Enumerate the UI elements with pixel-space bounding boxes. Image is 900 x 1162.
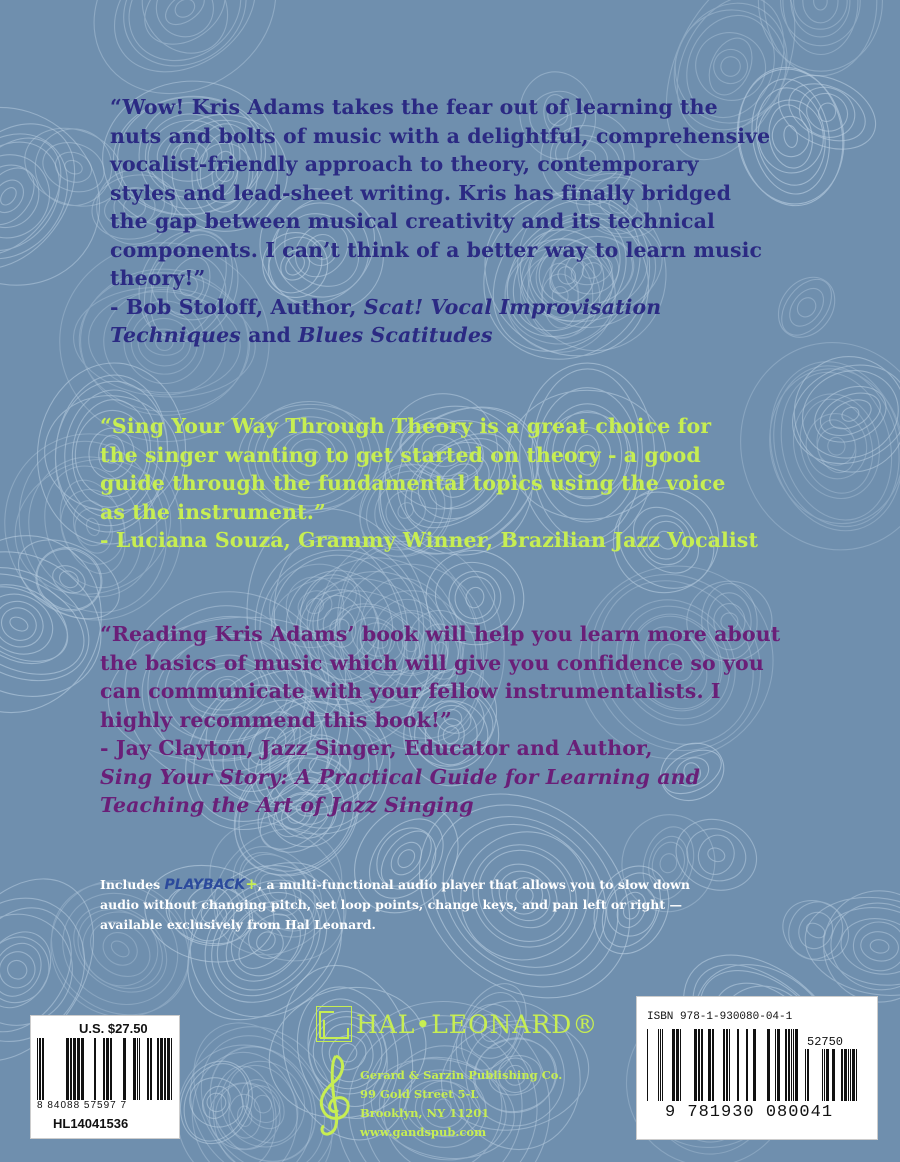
isbn-addon-number: 52750 <box>807 1035 844 1049</box>
includes-line-2: audio without changing pitch, set loop points, change keys, and pan left or right — <box>100 897 682 912</box>
quote-line: the basics of music which will give you confidence so you <box>100 650 764 675</box>
quote-line: “Reading Kris Adams’ book will help you learn more about <box>100 622 781 646</box>
quote-bob-stoloff <box>110 93 770 350</box>
quote-line: the singer wanting to get started on theory - a good <box>100 442 701 467</box>
treble-clef-gs-logo-icon <box>312 1050 356 1138</box>
quote-attribution: - Luciana Souza, Grammy Winner, Brazilian Jazz Vocalist <box>100 528 759 552</box>
includes-line-1 <box>100 874 820 895</box>
quote-line: as the instrument.” <box>100 499 326 524</box>
price-barcode-box <box>30 1015 180 1139</box>
includes-line-3: available exclusively from Hal Leonard. <box>100 917 376 932</box>
quote-line: theory!” <box>110 266 206 290</box>
hal-leonard-emblem-icon <box>316 1006 352 1042</box>
publisher-street: 99 Gold Street 5-L <box>360 1087 479 1101</box>
upc-barcode <box>37 1038 173 1100</box>
includes-rest: , a multi-functional audio player that allows you to slow down <box>257 877 690 892</box>
price-label: U.S. $27.50 <box>79 1021 148 1036</box>
quote-line: highly recommend this book!” <box>100 707 452 732</box>
playback-logo: PLAYBACK <box>164 877 246 893</box>
isbn-label: ISBN 978-1-930080-04-1 <box>647 1011 793 1023</box>
quote-attribution <box>110 293 770 322</box>
book-title-cont: Techniques <box>110 323 241 347</box>
addon-barcode <box>805 1049 865 1101</box>
publisher-address <box>360 1066 562 1142</box>
quote-line: styles and lead-sheet writing. Kris has finally bridged <box>110 180 732 205</box>
quote-line: guide through the fundamental topics using the voice <box>100 471 726 495</box>
upc-digits: 8 84088 57597 7 <box>37 1100 128 1111</box>
book-title: Scat! Vocal Improvisation <box>363 294 662 319</box>
quote-line: components. I can’t think of a better way to learn music <box>110 237 763 262</box>
book-title-2: Blues Scatitudes <box>298 323 493 347</box>
isbn-barcode-box <box>636 996 878 1140</box>
quote-line: the gap between musical creativity and its technical <box>110 209 715 233</box>
and-word: and <box>240 323 299 347</box>
isbn-number: 9 781930 080041 <box>665 1103 834 1122</box>
quote-attribution-cont <box>110 321 770 350</box>
quote-luciana-souza <box>100 412 758 555</box>
publisher-website[interactable]: www.gandspub.com <box>360 1125 487 1139</box>
hal-leonard-logo <box>316 1006 599 1042</box>
quote-line: “Sing Your Way Through Theory is a great choice for <box>100 414 712 438</box>
isbn-barcode <box>647 1029 802 1101</box>
publisher-name: Gerard & Sarzin Publishing Co. <box>360 1068 563 1082</box>
playback-plus-note <box>100 874 820 935</box>
includes-prefix: Includes <box>100 877 165 892</box>
product-code: HL14041536 <box>53 1116 129 1131</box>
quote-line: nuts and bolts of music with a delightful, comprehensive <box>110 123 771 148</box>
quote-line: can communicate with your fellow instrumentalists. I <box>100 679 721 703</box>
publisher-city: Brooklyn, NY 11201 <box>360 1106 490 1120</box>
quote-attribution: - Jay Clayton, Jazz Singer, Educator and Author, <box>100 736 653 760</box>
book-title-cont: Teaching the Art of Jazz Singing <box>100 793 474 817</box>
quote-jay-clayton <box>100 620 780 820</box>
playback-plus-icon: + <box>245 875 258 893</box>
quote-line: “Wow! Kris Adams takes the fear out of learning the <box>110 95 718 119</box>
quote-line: vocalist-friendly approach to theory, contemporary <box>110 152 699 176</box>
attribution-prefix: - Bob Stoloff, Author, <box>110 294 364 319</box>
book-title: Sing Your Story: A Practical Guide for Learning and <box>100 764 701 789</box>
hal-leonard-wordmark: HAL•LEONARD® <box>356 1010 599 1039</box>
